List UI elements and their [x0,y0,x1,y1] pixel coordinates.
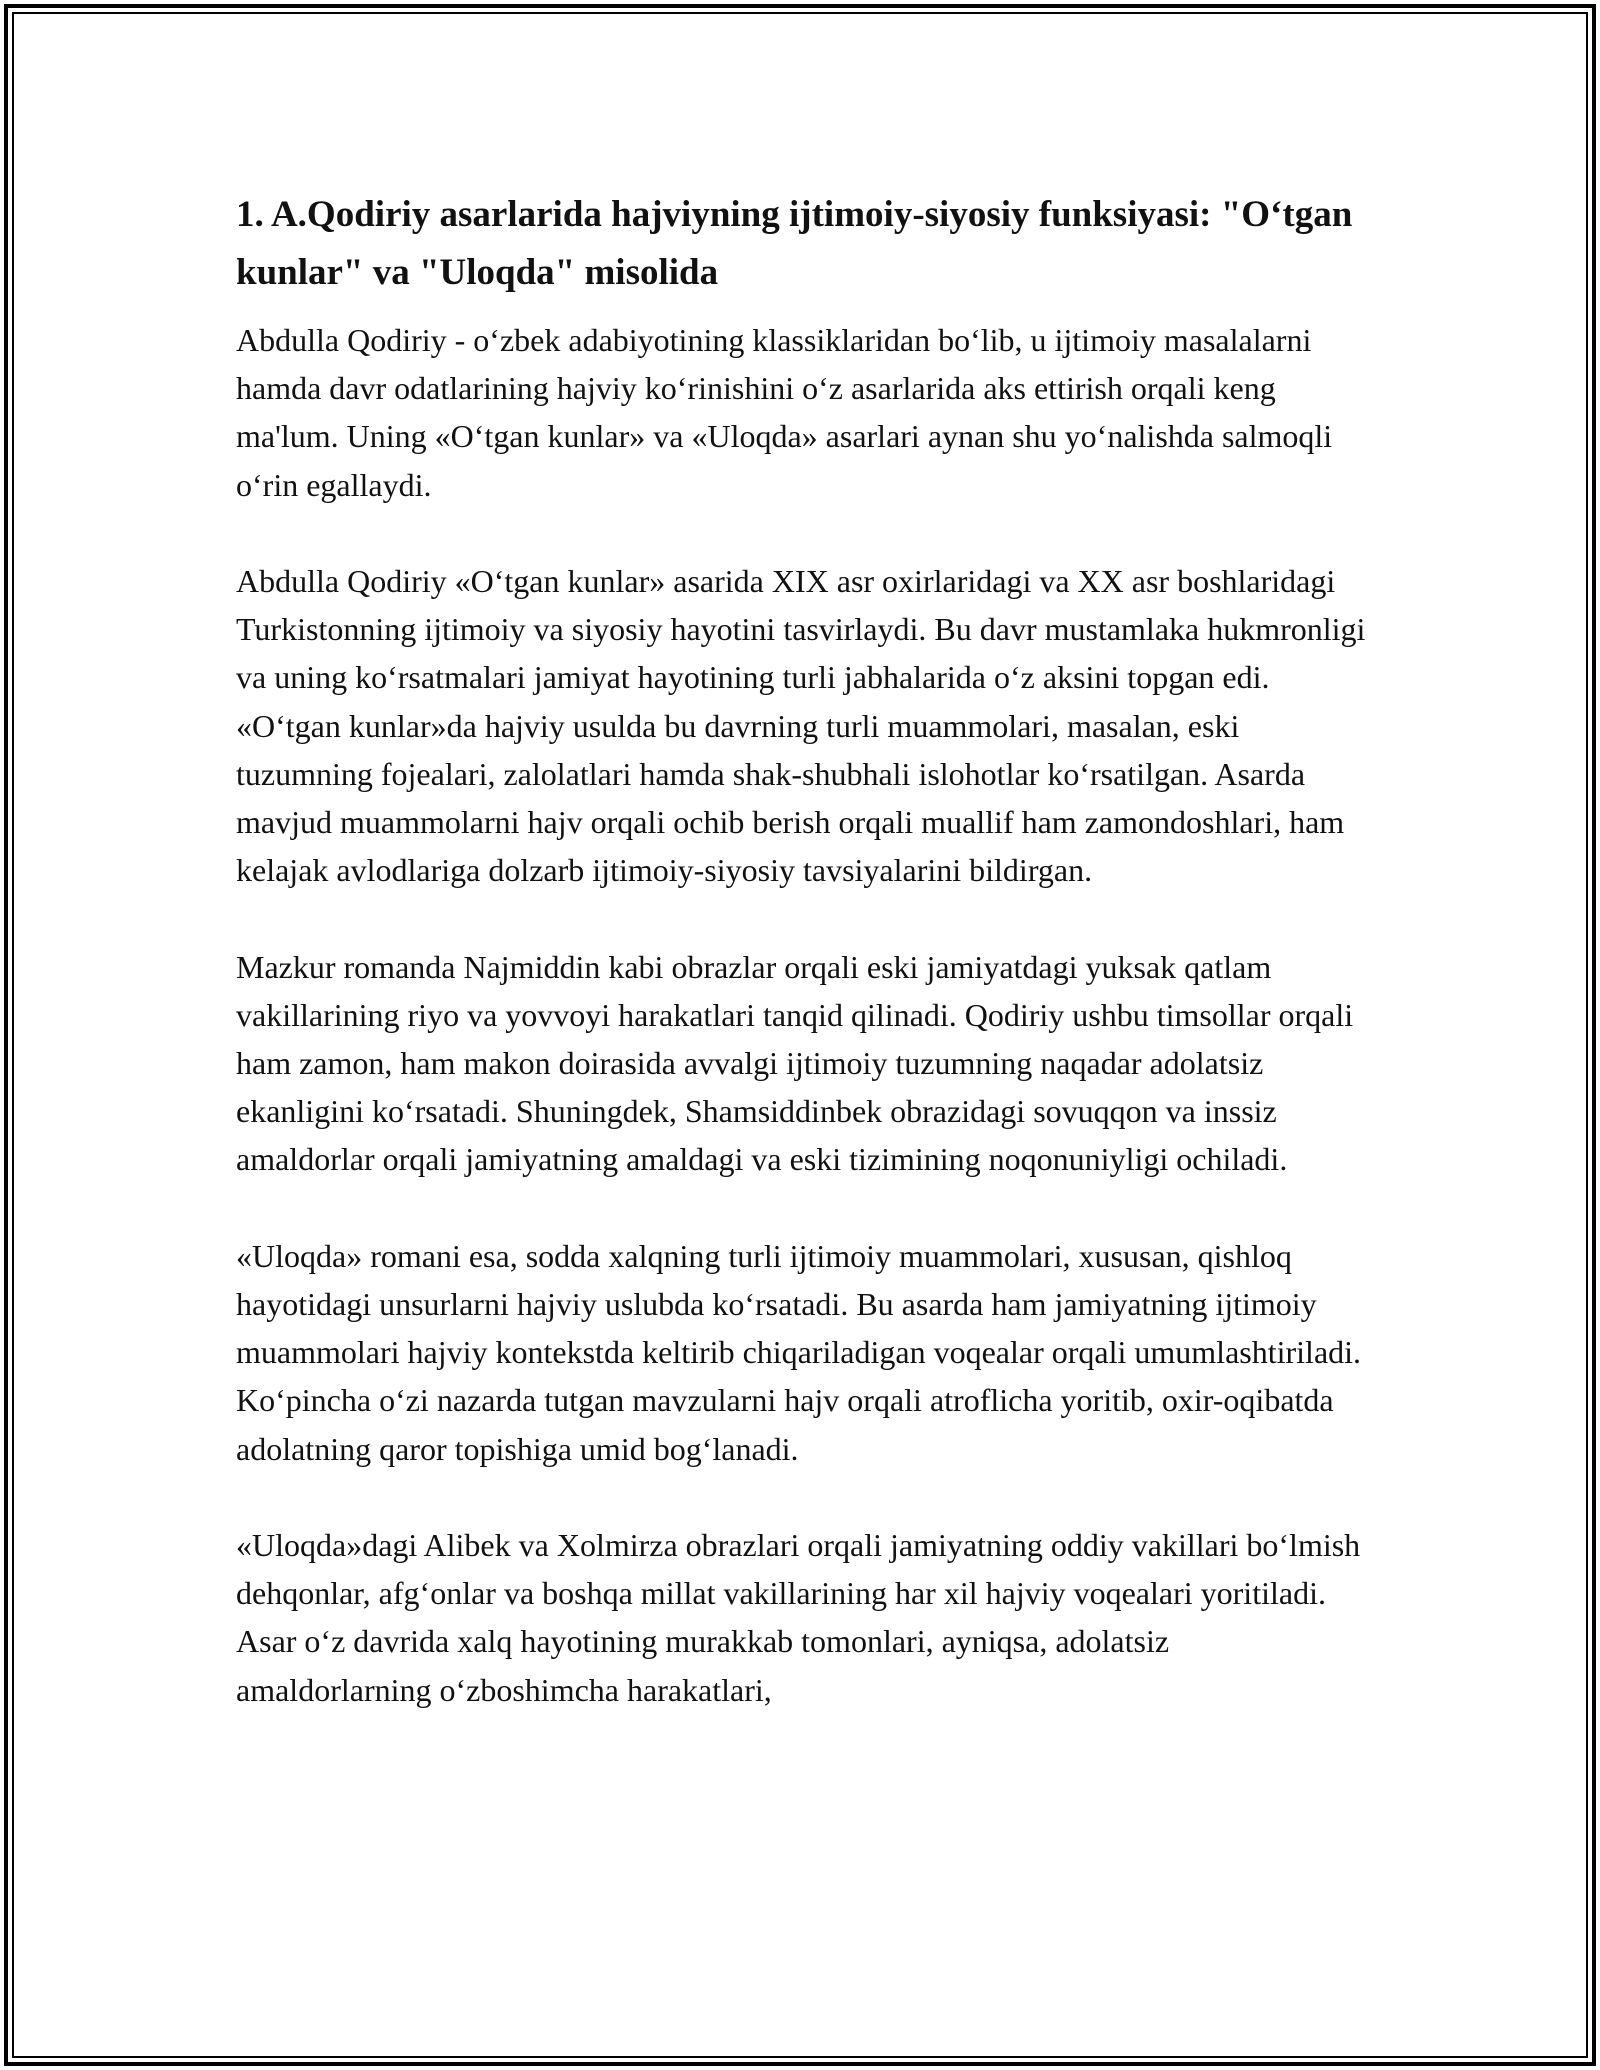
paragraph-4: «Uloqda» romani esa, sodda xalqning turli ijtimoiy muammolari, xususan, qishloq hayotidagi unsurlarni hajviy uslubda ko‘rsatadi. Bu asarda ham jamiyatning ijtimoiy muammolari hajviy kontekstda keltirib chiqariladigan voqealar orqali umumlashtiriladi. Ko‘pincha o‘zi nazarda tutgan mavzularni hajv orqali atroflicha yoritib, oxir-oqibatda adolatning qaror topishiga umid bog‘lanadi. [236,1237,1362,1467]
document-body [236,186,1366,1714]
paragraph-3: Mazkur romanda Najmiddin kabi obrazlar orqali eski jamiyatdagi yuksak qatlam vakillarining riyo va yovvoyi harakatlari tanqid qilinadi. Qodiriy ushbu timsollar orqali ham zamon, ham makon doirasida avvalgi ijtimoiy tuzumning naqadar adolatsiz ekanligini ko‘rsatadi. Shuningdek, Shamsiddinbek obrazidagi sovuqqon va inssiz amaldorlar orqali jamiyatning amaldagi va eski tizimining noqonuniyligi ochiladi. [236,948,1354,1178]
paragraph-2: Abdulla Qodiriy «O‘tgan kunlar» asarida XIX asr oxirlaridagi va XX asr boshlaridagi Turkistonning ijtimoiy va siyosiy hayotini tasvirlaydi. Bu davr mustamlaka hukmronligi va uning ko‘rsatmalari jamiyat hayotining turli jabhalarida o‘z aksini topgan edi. «O‘tgan kunlar»da hajviy usulda bu davrning turli muammolari, masalan, eski tuzumning fojealari, zalolatlari hamda shak-shubhali islohotlar ko‘rsatilgan. Asarda mavjud muammolarni hajv orqali ochib berish orqali muallif ham zamondoshlari, ham kelajak avlodlariga dolzarb ijtimoiy-siyosiy tavsiyalarini bildirgan. [236,563,1366,889]
paragraph-1: Abdulla Qodiriy - o‘zbek adabiyotining klassiklaridan bo‘lib, u ijtimoiy masalalarni hamda davr odatlarining hajviy ko‘rinishini o‘z asarlarida aks ettirish orqali keng ma'lum. Uning «O‘tgan kunlar» va «Uloqda» asarlari aynan shu yo‘nalishda salmoqli o‘rin egallaydi. [236,322,1333,503]
paragraph-5: «Uloqda»dagi Alibek va Xolmirza obrazlari orqali jamiyatning oddiy vakillari bo‘lmish dehqonlar, afg‘onlar va boshqa millat vakillarining har xil hajviy voqealari yoritiladi. Asar o‘z davrida xalq hayotining murakkab tomonlari, ayniqsa, adolatsiz amaldorlarning o‘zboshimcha harakatlari, [236,1527,1361,1708]
section-title: 1. A.Qodiriy asarlarida hajviyning ijtimoiy-siyosiy funksiyasi: "O‘tgan kunlar" va "Uloqda" misolida [236,194,1353,293]
